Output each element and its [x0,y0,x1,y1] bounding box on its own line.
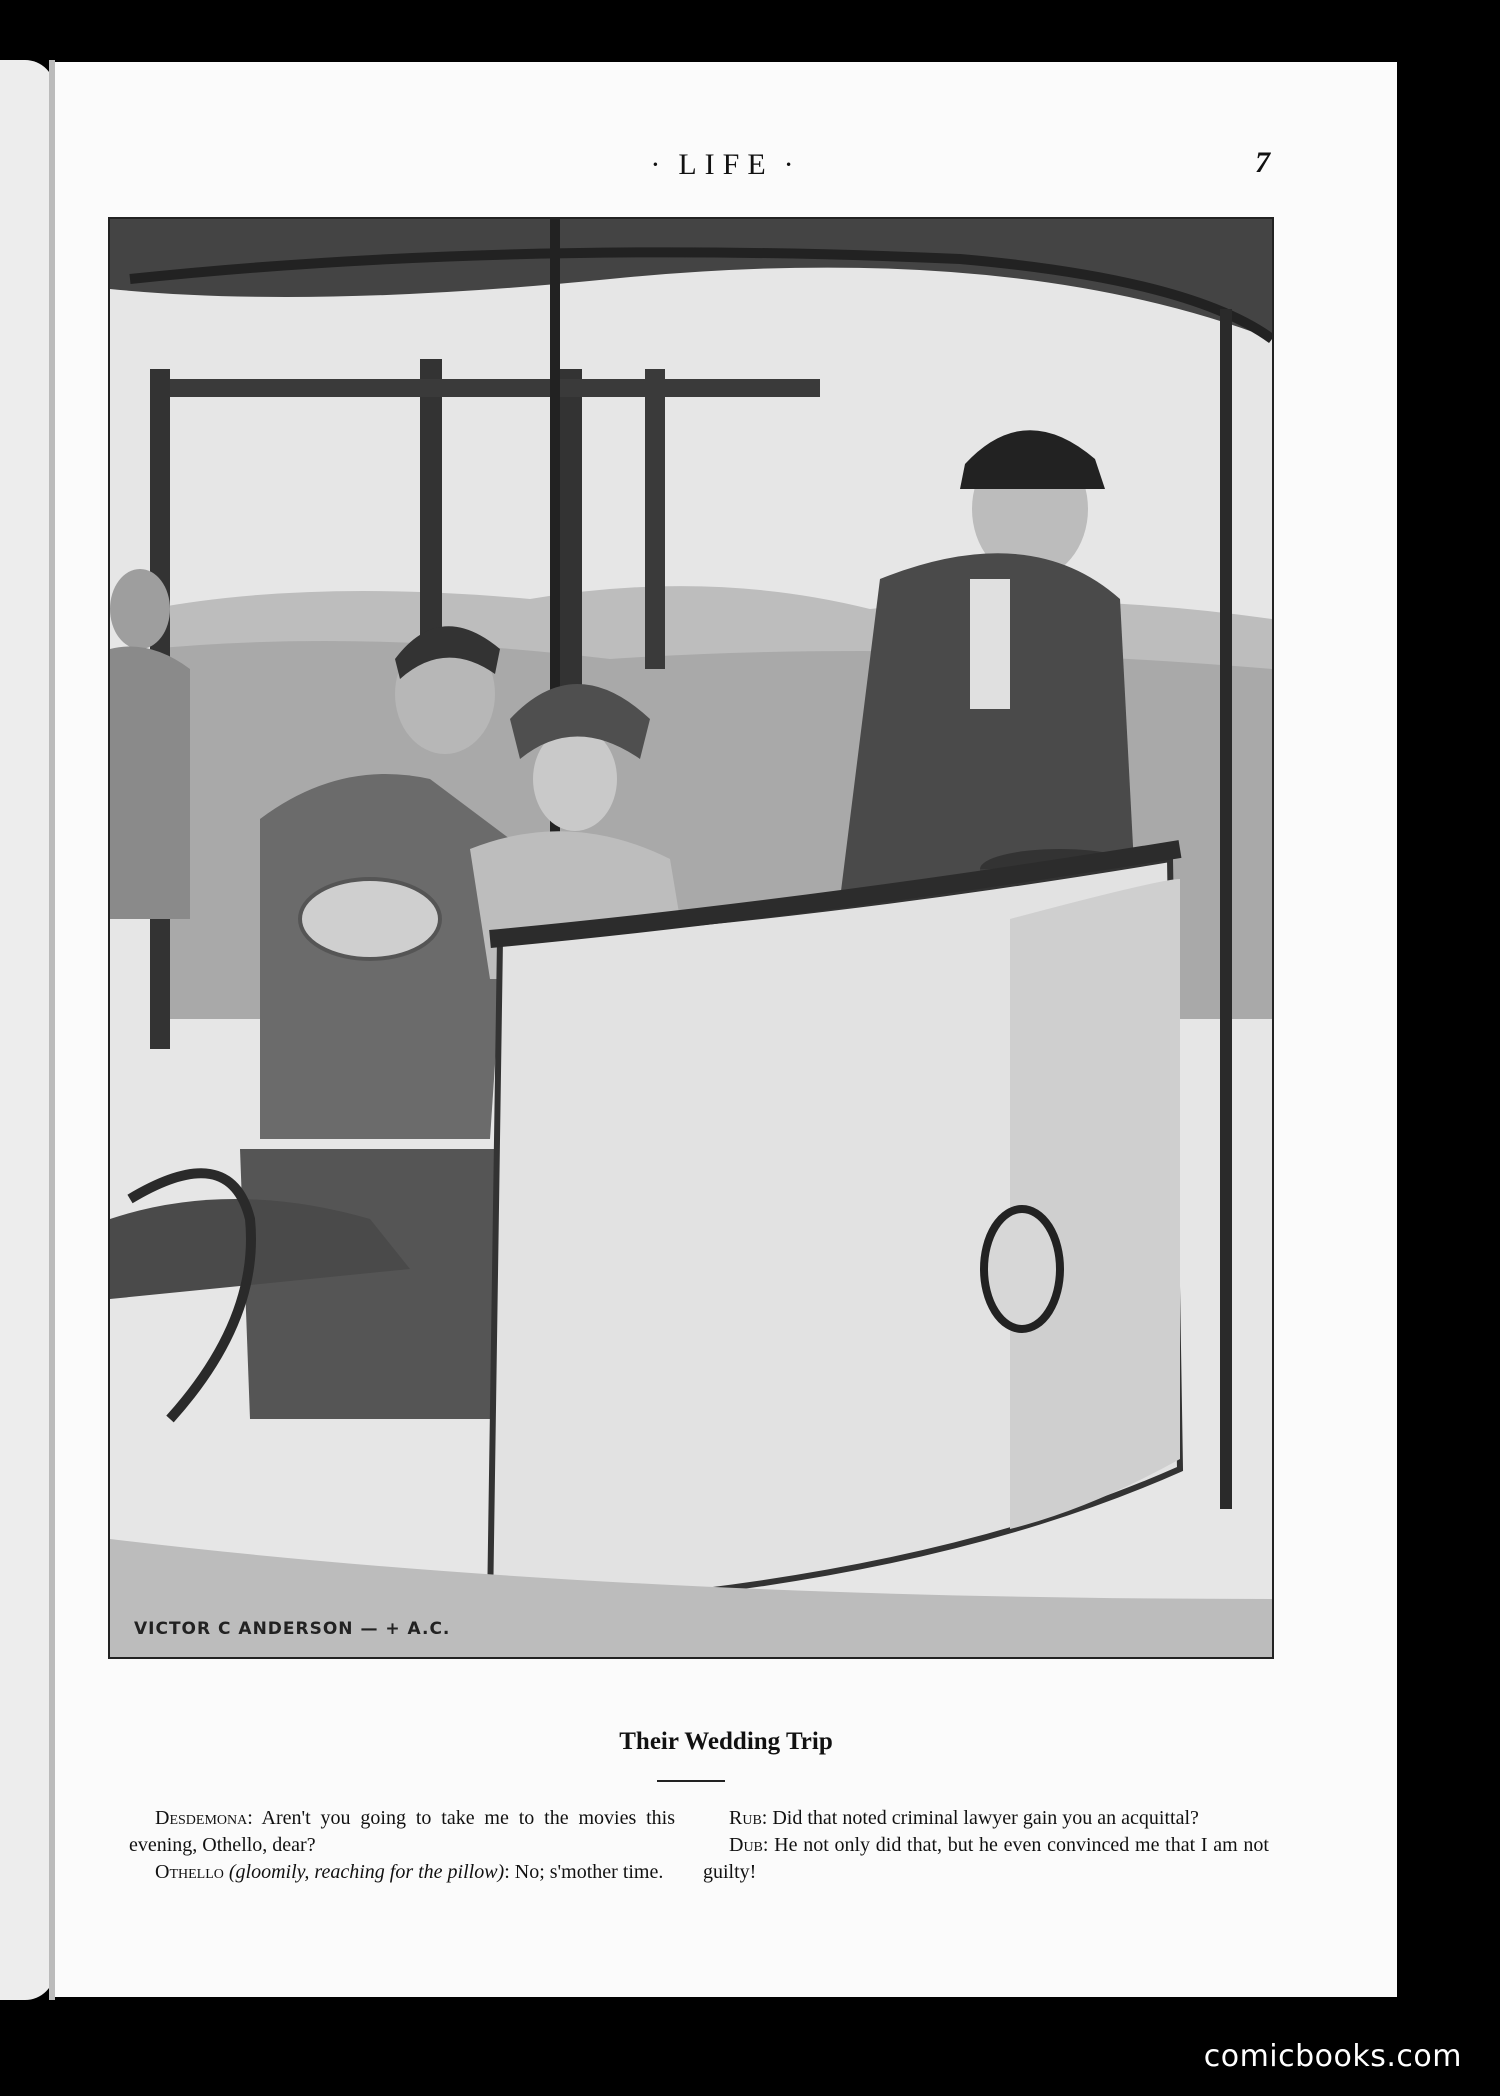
illustration-drawing [110,219,1272,1657]
dialogue-text: : Did that noted criminal lawyer gain you an acquittal? [761,1807,1199,1829]
speaker-name: Desdemona [155,1807,248,1829]
stage-direction: (gloomily, reaching for the pillow) [228,1861,505,1883]
joke-column-left [129,1805,675,1886]
magazine-title: LIFE [678,148,774,181]
page-number: 7 [1255,146,1270,179]
joke-paragraph [703,1832,1269,1886]
caption-rule [657,1780,725,1782]
left-facing-page-edge [0,60,55,2000]
joke-paragraph [129,1859,675,1886]
joke-column-right [703,1805,1269,1886]
dialogue-text: : He not only did that, but he even convinced me that I am not guilty! [703,1834,1269,1883]
speaker-name: Dub [729,1834,763,1856]
running-head [55,148,1397,182]
dot-right: · [783,148,802,181]
source-watermark: comicbooks.com [1203,2039,1462,2074]
trolley-illustration [108,217,1274,1659]
illustration-caption: Their Wedding Trip [619,1728,833,1755]
joke-paragraph [129,1805,675,1859]
speaker-name: Rub [729,1807,762,1829]
dot-left: · [650,148,669,181]
dialogue-text: : Aren't you going to take me to the movies this evening, Othello, dear? [129,1807,675,1856]
artist-signature: VICTOR C ANDERSON — + A.C. [134,1619,451,1639]
dialogue-text: : No; s'mother time. [504,1861,664,1883]
speaker-name: Othello [155,1861,224,1883]
joke-paragraph [703,1805,1269,1832]
magazine-page [55,62,1397,1997]
